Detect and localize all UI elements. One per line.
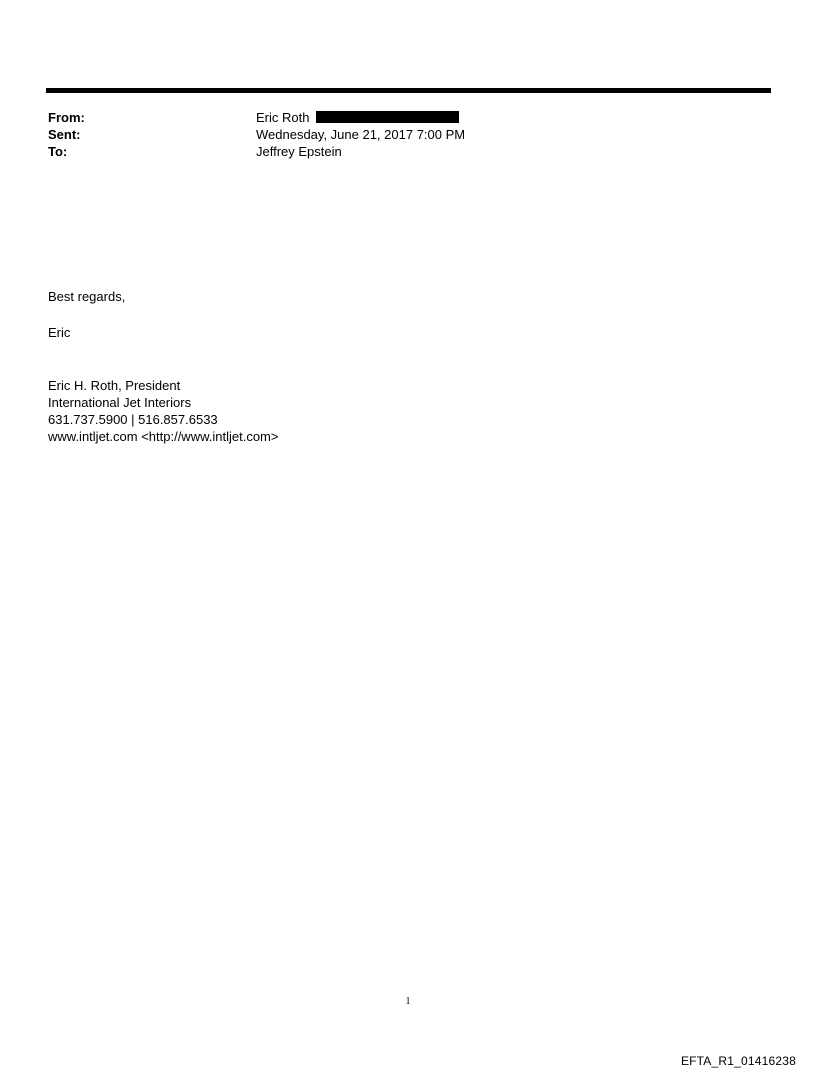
signature-block [48,377,278,445]
sent-label: Sent: [48,127,81,142]
from-label: From: [48,110,85,125]
from-row [48,109,748,126]
sent-row [48,126,748,143]
from-value [256,109,459,126]
sent-value: Wednesday, June 21, 2017 7:00 PM [256,127,466,142]
bates-number: EFTA_R1_01416238 [680,1054,796,1068]
to-value: Jeffrey Epstein [256,144,342,159]
to-row [48,143,748,160]
signature-company: International Jet Interiors [48,395,192,410]
redaction-block [316,111,459,123]
signature-name-title: Eric H. Roth, President [48,378,181,393]
signature-website: www.intljet.com <http://www.intljet.com> [48,429,279,444]
to-label: To: [48,144,68,159]
signature-phones: 631.737.5900 | 516.857.6533 [48,412,218,427]
sender-name: Eric Roth [256,110,310,125]
email-header [48,109,748,160]
page-number: 1 [405,996,411,1007]
header-divider [46,88,771,93]
signoff-line: Eric [48,325,71,340]
closing-line: Best regards, [48,289,126,304]
